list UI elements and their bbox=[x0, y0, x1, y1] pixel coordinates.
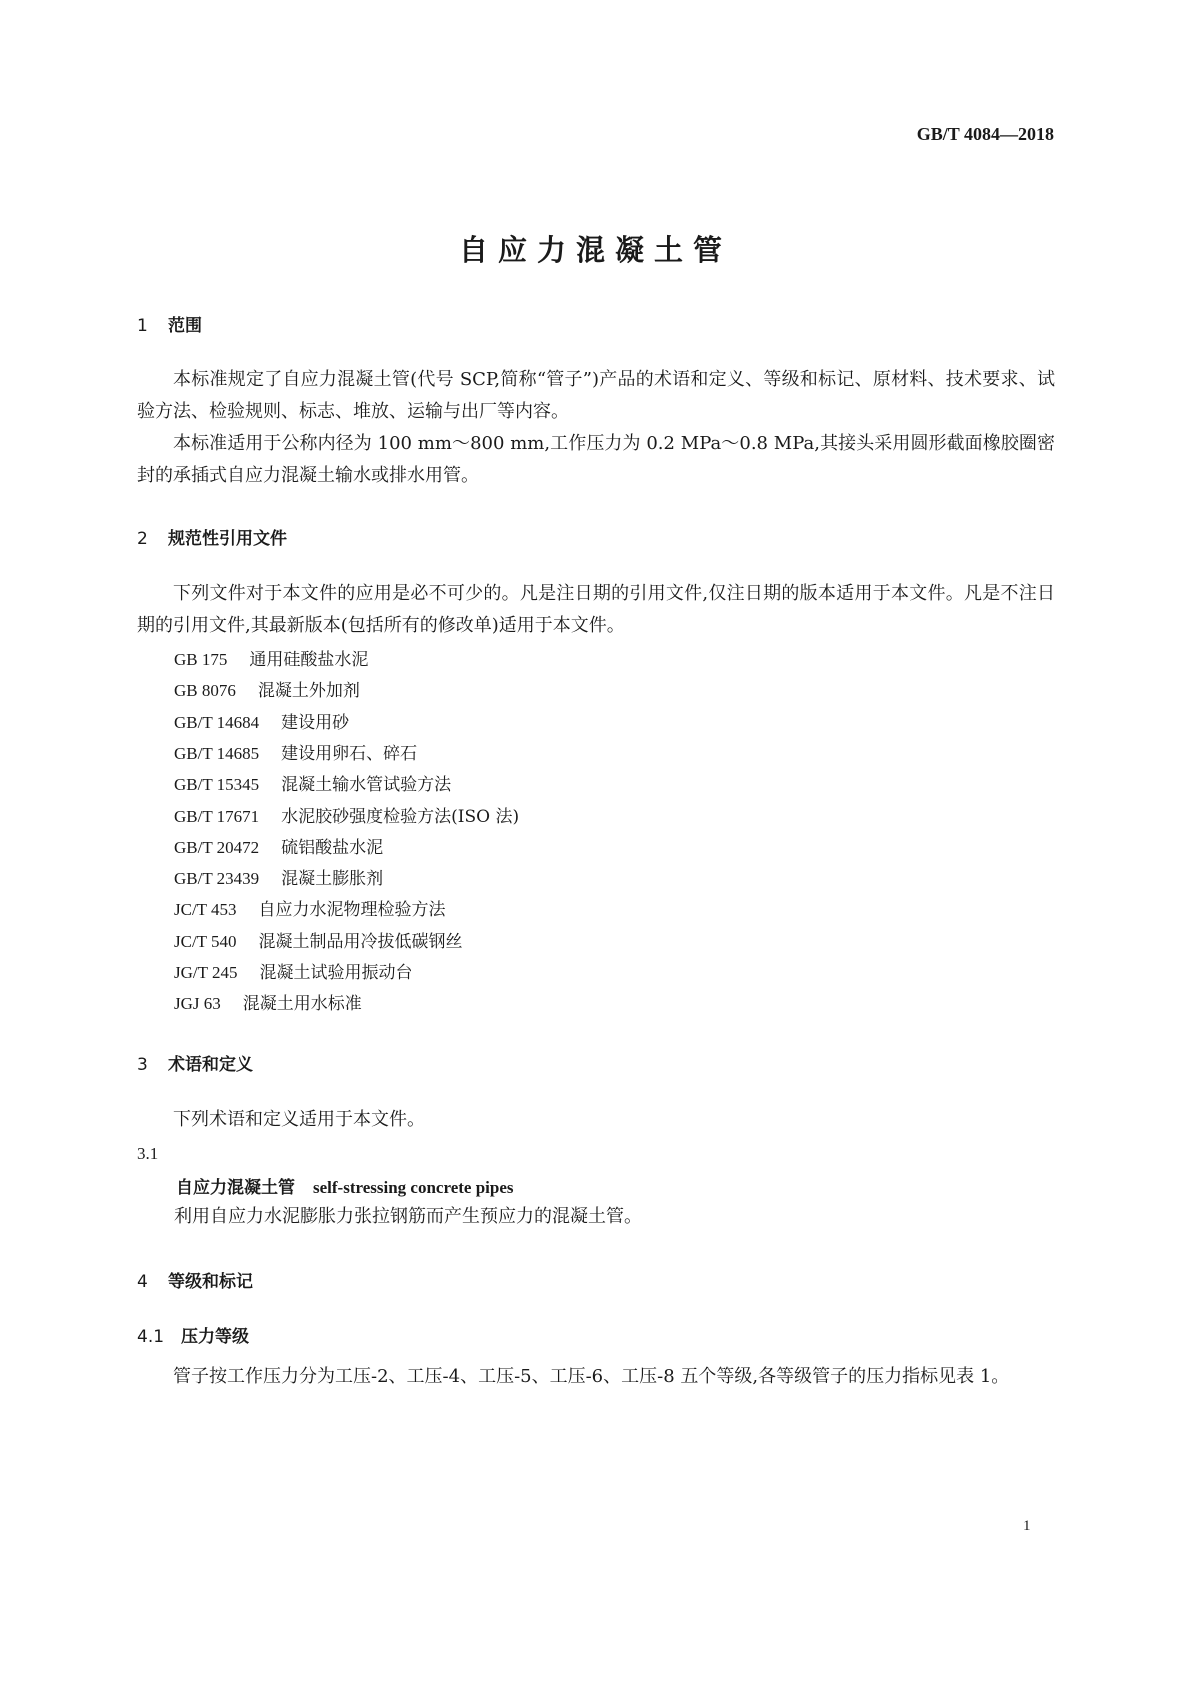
reference-item bbox=[174, 989, 362, 1014]
section-number: 3 bbox=[137, 1055, 148, 1075]
reference-title: 水泥胶砂强度检验方法(ISO 法) bbox=[281, 806, 520, 827]
reference-code: GB/T 17671 bbox=[174, 806, 260, 826]
reference-item bbox=[174, 770, 451, 795]
section-number: 2 bbox=[137, 529, 148, 549]
reference-item bbox=[174, 739, 417, 764]
term-chinese: 自应力混凝土管 bbox=[176, 1178, 295, 1198]
reference-title: 建设用砂 bbox=[281, 712, 350, 733]
section-4-paragraph-1: 管子按工作压力分为工压-2、工压-4、工压-5、工压-6、工压-8 五个等级,各等级管子的压力指标见表 1。 bbox=[173, 1366, 1010, 1387]
term-entry bbox=[176, 1173, 514, 1198]
reference-item bbox=[174, 864, 383, 889]
reference-item bbox=[174, 927, 463, 952]
reference-title: 通用硅酸盐水泥 bbox=[249, 650, 369, 670]
section-title: 等级和标记 bbox=[168, 1272, 253, 1292]
section-4-heading bbox=[137, 1267, 253, 1292]
section-3-paragraph-1: 下列术语和定义适用于本文件。 bbox=[173, 1109, 425, 1130]
reference-item bbox=[174, 676, 360, 701]
page-number: 1 bbox=[1023, 1518, 1031, 1534]
section-number: 1 bbox=[137, 316, 148, 336]
reference-title: 自应力水泥物理检验方法 bbox=[258, 900, 446, 921]
reference-item bbox=[174, 645, 368, 670]
term-english: self-stressing concrete pipes bbox=[313, 1178, 514, 1197]
reference-code: JGJ 63 bbox=[174, 994, 221, 1014]
reference-title: 混凝土输水管试验方法 bbox=[281, 775, 452, 796]
reference-item bbox=[174, 802, 519, 827]
reference-title: 混凝土制品用冷拔低碳钢丝 bbox=[258, 931, 463, 952]
section-2-paragraph-1: 下列文件对于本文件的应用是必不可少的。凡是注日期的引用文件,仅注日期的版本适用于本文件。凡是不注日期的引用文件,其最新版本(包括所有的修改单)适用于本文件。 bbox=[137, 583, 1055, 636]
reference-code: JC/T 540 bbox=[174, 931, 237, 951]
reference-code: GB 175 bbox=[174, 650, 228, 669]
reference-title: 混凝土用水标准 bbox=[242, 994, 362, 1015]
reference-code: GB/T 23439 bbox=[174, 869, 260, 889]
reference-title: 硫铝酸盐水泥 bbox=[281, 837, 384, 858]
reference-code: GB 8076 bbox=[174, 681, 236, 701]
section-1-heading bbox=[137, 311, 202, 336]
reference-item bbox=[174, 833, 383, 858]
reference-code: GB/T 15345 bbox=[174, 775, 260, 795]
section-1-paragraph-2: 本标准适用于公称内径为 100 mm～800 mm,工作压力为 0.2 MPa～0.8 MPa,其接头采用圆形截面橡胶圈密封的承插式自应力混凝土输水或排水用管。 bbox=[137, 433, 1055, 486]
reference-item bbox=[174, 958, 412, 983]
section-title: 规范性引用文件 bbox=[168, 529, 287, 549]
reference-title: 混凝土外加剂 bbox=[257, 681, 360, 702]
section-2-heading bbox=[137, 524, 287, 549]
reference-item bbox=[174, 708, 349, 733]
reference-code: JG/T 245 bbox=[174, 963, 238, 982]
section-1-paragraph-1: 本标准规定了自应力混凝土管(代号 SCP,简称“管子”)产品的术语和定义、等级和标记、原材料、技术要求、试验方法、检验规则、标志、堆放、运输与出厂等内容。 bbox=[137, 369, 1055, 422]
document-title: 自应力混凝土管 bbox=[458, 233, 732, 267]
reference-title: 混凝土膨胀剂 bbox=[281, 869, 384, 890]
subsection-3-1-number: 3.1 bbox=[137, 1144, 159, 1163]
reference-code: GB/T 14684 bbox=[174, 712, 260, 732]
reference-code: GB/T 20472 bbox=[174, 837, 260, 857]
standard-number: GB/T 4084—2018 bbox=[916, 124, 1054, 144]
section-number: 4 bbox=[137, 1272, 148, 1292]
section-3-heading bbox=[137, 1050, 253, 1075]
reference-item bbox=[174, 895, 446, 920]
reference-title: 混凝土试验用振动台 bbox=[259, 963, 413, 983]
subsection-number: 4.1 bbox=[137, 1327, 165, 1347]
subsection-title: 压力等级 bbox=[181, 1327, 249, 1347]
term-definition: 利用自应力水泥膨胀力张拉钢筋而产生预应力的混凝土管。 bbox=[174, 1206, 642, 1227]
reference-code: GB/T 14685 bbox=[174, 743, 260, 763]
section-title: 范围 bbox=[168, 316, 202, 336]
reference-title: 建设用卵石、碎石 bbox=[281, 743, 418, 764]
reference-code: JC/T 453 bbox=[174, 900, 237, 920]
section-title: 术语和定义 bbox=[168, 1055, 253, 1075]
subsection-4-1-heading bbox=[137, 1322, 249, 1347]
